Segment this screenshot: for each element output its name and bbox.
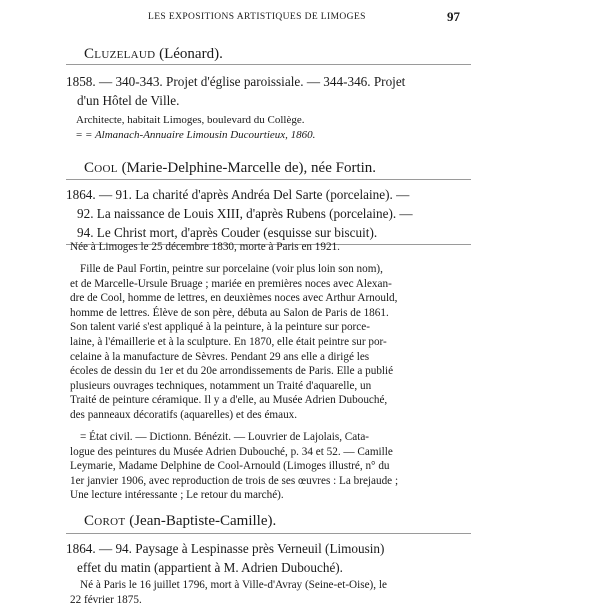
reference-line: logue des peintures du Musée Adrien Dubouché, p. 34 et 52. — Camille — [70, 445, 393, 458]
note-line: Architecte, habitait Limoges, boulevard du Collège. — [76, 114, 305, 126]
birth-line: 22 février 1875. — [70, 593, 142, 606]
exhibit-line: 92. La naissance de Louis XIII, d'après Rubens (porcelaine). — — [77, 206, 413, 221]
entry-given-name: (Léonard). — [155, 46, 223, 62]
bio-line: écoles de dessin du 1er et du 20e arrondissements de Paris. Elle a publié — [70, 365, 394, 378]
exhibit-list-cluzelaud — [66, 72, 466, 110]
exhibit-line: d'un Hôtel de Ville. — [77, 93, 180, 108]
reference-line: Une lecture intéressante ; Le retour du marché). — [70, 489, 284, 502]
biography-note-cluzelaud — [76, 113, 468, 142]
reference-line: = État civil. — Dictionn. Bénézit. — Louvrier de Lajolais, Cata- — [80, 431, 370, 443]
bio-line: Son talent varié s'est appliqué à la peinture, à la peinture sur porce- — [70, 321, 370, 334]
bio-line: dre de Cool, homme de lettres, en deuxièmes noces avec Arthur Arnould, — [70, 292, 398, 305]
entry-rule — [66, 64, 471, 65]
page-number: 97 — [447, 9, 460, 24]
entry-rule — [66, 533, 471, 534]
bio-line: Traité de peinture céramique. Il y a d'elle, au Musée Adrien Dubouché, — [70, 394, 388, 407]
entry-given-name: (Marie-Delphine-Marcelle de), née Fortin. — [117, 160, 377, 176]
biography-note-cool — [70, 262, 470, 423]
birth-note-corot — [70, 578, 470, 607]
entry-rule — [66, 179, 471, 180]
bio-line: et de Marcelle-Ursule Bruage ; mariée en premières noces avec Alexan- — [70, 277, 392, 290]
reference-line: 1er janvier 1906, avec reproduction de trois de ses œuvres : La brejaude ; — [70, 474, 399, 487]
entry-name: Cluzelaud — [84, 46, 156, 62]
birth-line: Né à Paris le 16 juillet 1796, mort à Ville-d'Avray (Seine-et-Oise), le — [80, 579, 387, 591]
bio-line: homme de lettres. Élève de son père, débuta au Salon de Paris de 1861. — [70, 306, 389, 319]
exhibit-list-corot — [66, 539, 466, 577]
bio-line: laine, à l'émaillerie et à la sculpture. En 1870, elle était peintre sur por- — [70, 335, 387, 348]
entry-heading-cool — [84, 160, 376, 177]
bio-line: plusieurs ouvrages techniques, notamment un Traité d'aquarelle, un — [70, 379, 372, 392]
bio-line: Fille de Paul Fortin, peintre sur porcelaine (voir plus loin son nom), — [80, 263, 383, 275]
birth-note-cool — [70, 240, 470, 255]
running-head: LES EXPOSITIONS ARTISTIQUES DE LIMOGES — [148, 12, 366, 22]
exhibit-line: 1864. — 94. Paysage à Lespinasse près Verneuil (Limousin) — [66, 541, 385, 556]
references-note-cool — [70, 430, 470, 503]
entry-heading-corot — [84, 513, 276, 530]
reference-line: Leymarie, Madame Delphine de Cool-Arnould (Limoges illustré, n° du — [70, 460, 390, 473]
exhibit-line: 94. Le Christ mort, d'après Couder (esquisse sur biscuit). — [77, 225, 378, 240]
bio-line: des panneaux décoratifs (aquarelles) et des émaux. — [70, 408, 298, 421]
entry-heading-cluzelaud — [84, 46, 223, 63]
bio-line: celaine à la manufacture de Sèvres. Pendant 29 ans elle a dirigé les — [70, 350, 370, 363]
exhibit-list-cool — [66, 185, 466, 242]
exhibit-line: 1858. — 340-343. Projet d'église paroissiale. — 344-346. Projet — [66, 74, 406, 89]
entry-given-name: (Jean-Baptiste-Camille). — [125, 513, 277, 529]
entry-name: Cool — [84, 160, 118, 176]
reference-title: = Almanach-Annuaire Limousin Ducourtieux, 1860. — [84, 128, 316, 141]
exhibit-line: 1864. — 91. La charité d'après Andréa Del Sarte (porcelaine). — — [66, 187, 410, 202]
birth-line: Née à Limoges le 25 décembre 1830, morte à Paris en 1921. — [70, 241, 340, 253]
note-line: = = Almanach-Annuaire Limousin Ducourtieux, 1860. — [76, 128, 316, 141]
exhibit-line: effet du matin (appartient à M. Adrien Dubouché). — [77, 560, 343, 575]
entry-name: Corot — [84, 513, 126, 529]
